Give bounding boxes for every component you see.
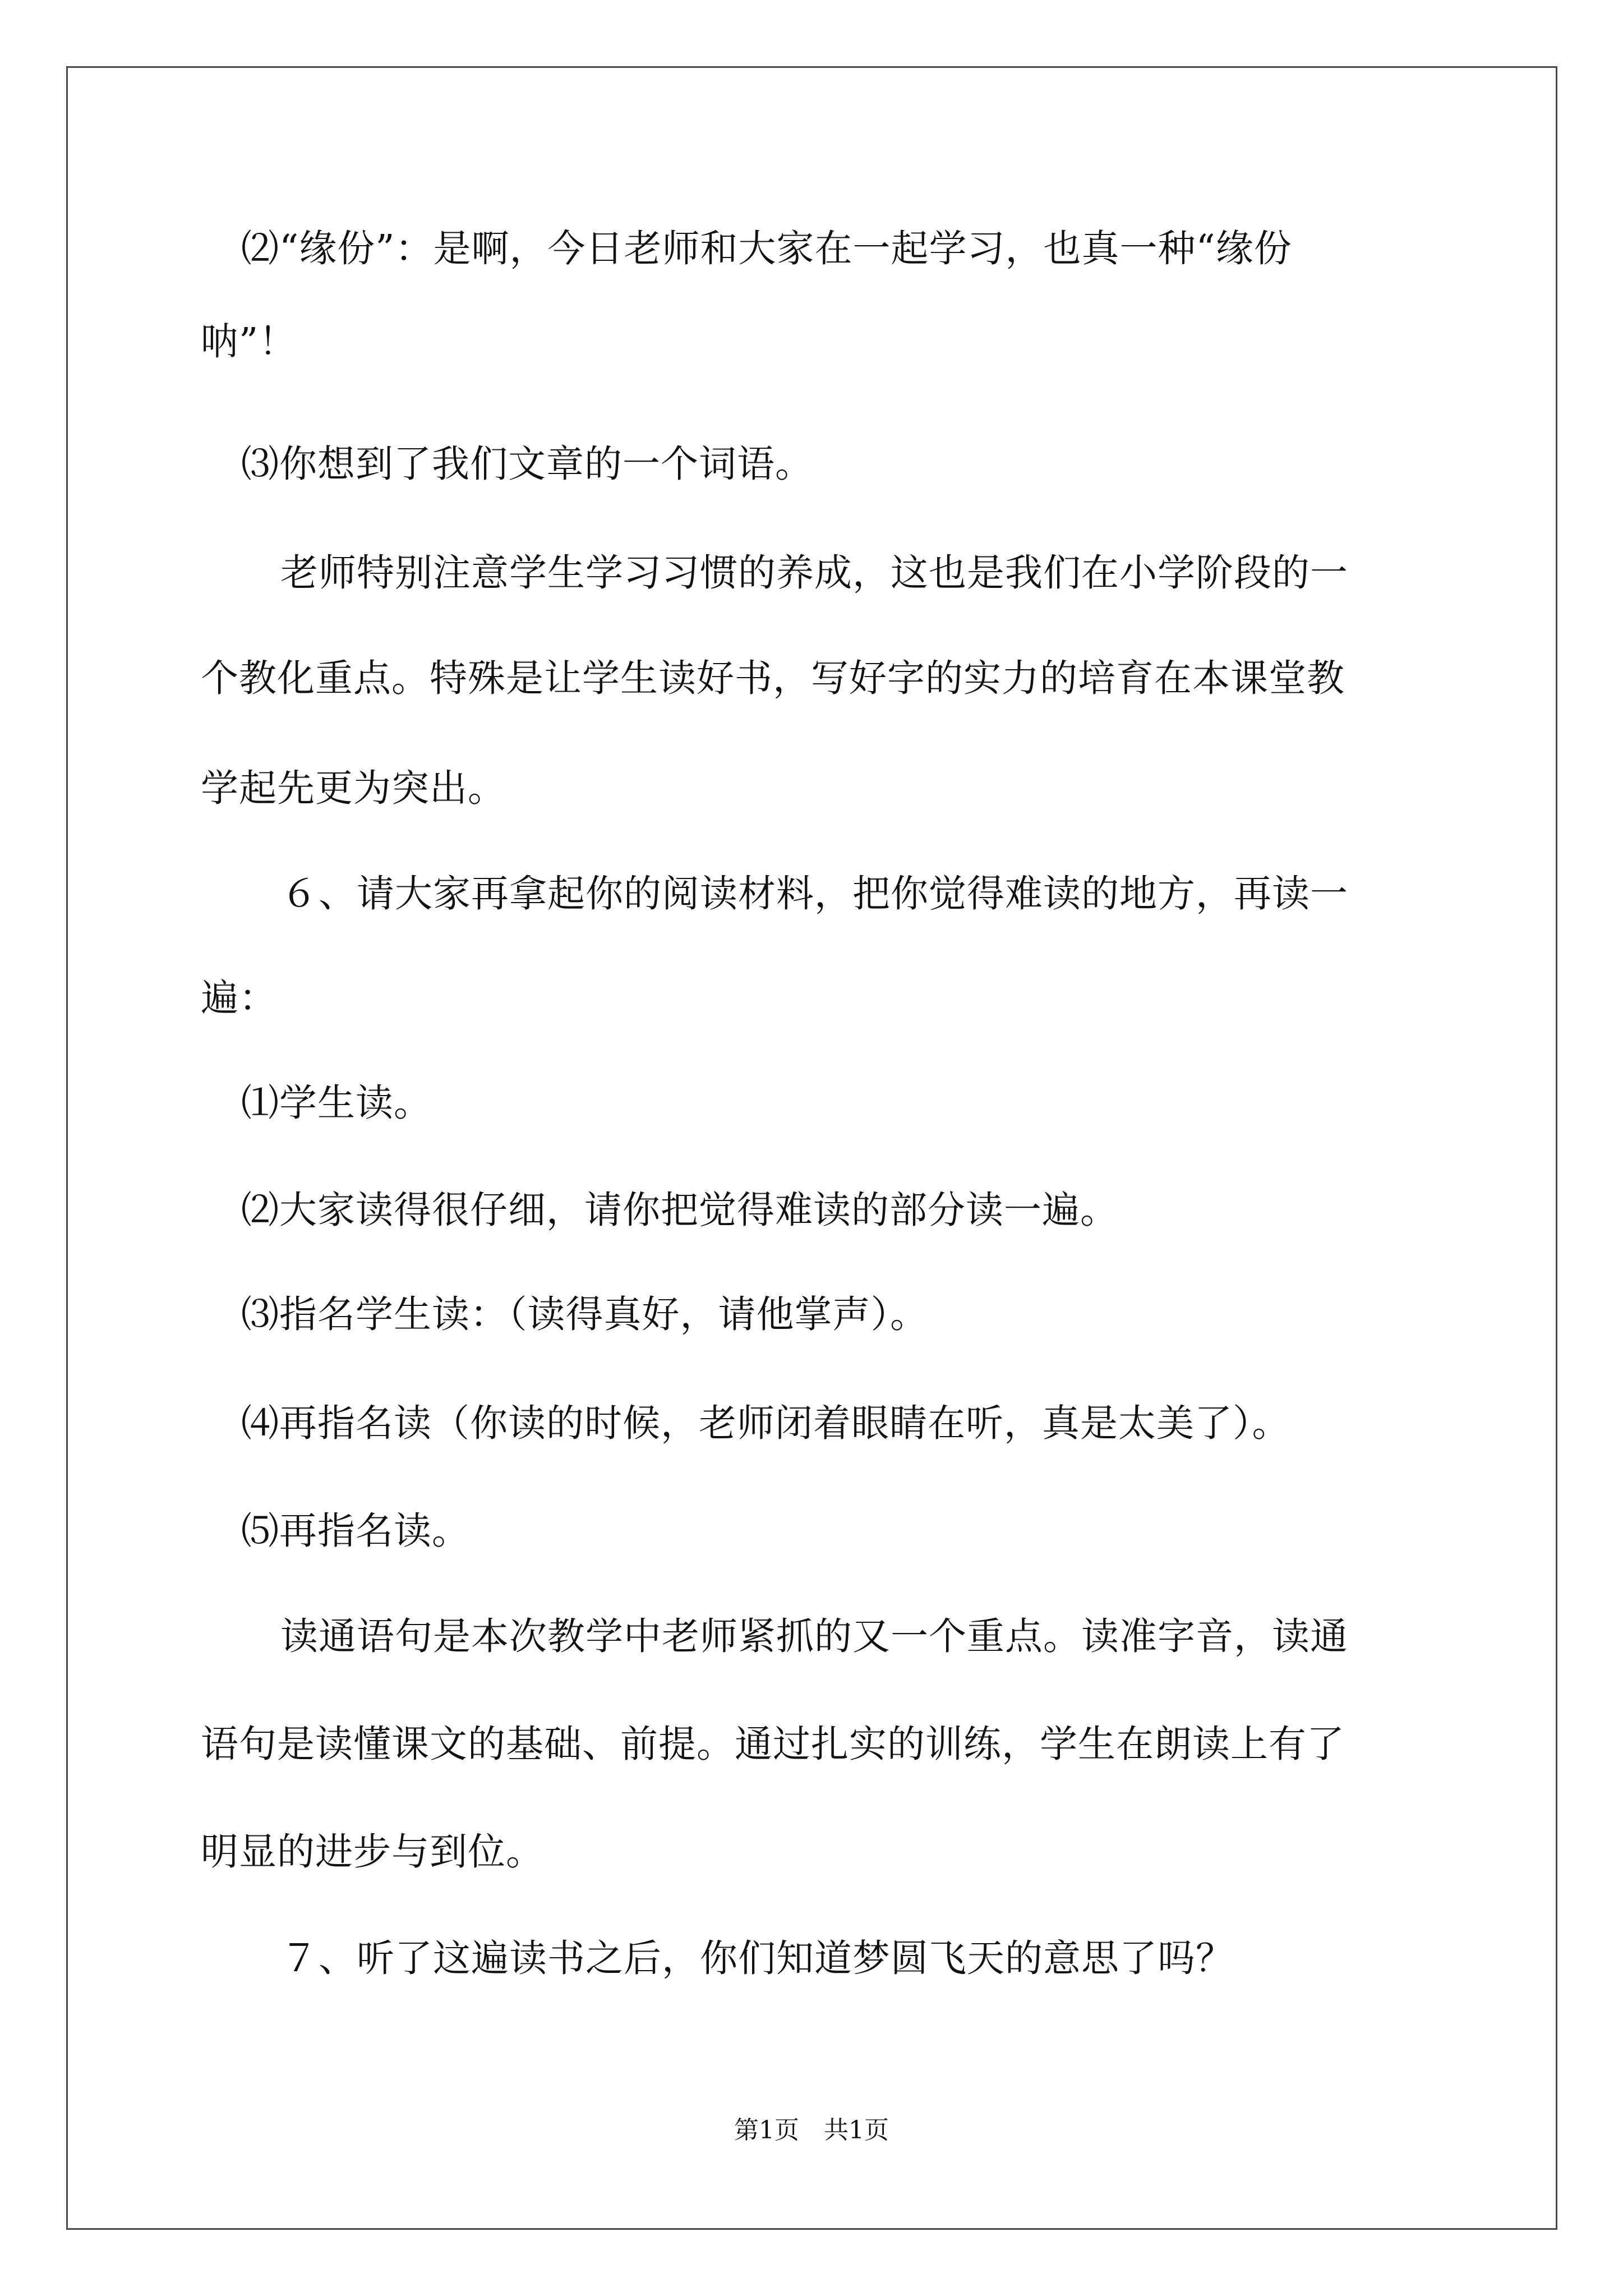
paragraph-line: 语句是读懂课文的基础、前提。通过扎实的训练，学生在朗读上有了 (201, 1722, 1345, 1766)
paragraph-line: ⑵“缘份”：是啊，今日老师和大家在一起学习，也真一种“缘份 (241, 227, 1292, 270)
page-number: 第1页 共1页 (734, 2116, 889, 2145)
paragraph-line: ⑸再指名读。 (241, 1509, 470, 1553)
paragraph-line: ７、听了这遍读书之后，你们知道梦圆飞天的意思了吗？ (280, 1936, 1234, 1980)
page-border (66, 66, 1557, 2230)
paragraph-line: ⑵大家读得很仔细，请你把觉得难读的部分读一遍。 (241, 1188, 1118, 1232)
paragraph-line: 老师特别注意学生学习习惯的养成，这也是我们在小学阶段的一 (280, 551, 1348, 595)
paragraph-line: 明显的进步与到位。 (201, 1830, 544, 1874)
paragraph-line: ⑶指名学生读：（读得真好，请他掌声）。 (241, 1292, 928, 1336)
paragraph-line: ⑷再指名读（你读的时候，老师闭着眼睛在听，真是太美了）。 (241, 1401, 1290, 1445)
paragraph-line: 读通语句是本次教学中老师紧抓的又一个重点。读准字音，读通 (280, 1614, 1348, 1658)
paragraph-line: ⑴学生读。 (241, 1081, 432, 1125)
paragraph-line: 呐”！ (201, 320, 297, 364)
paragraph-line: 遍： (201, 976, 277, 1020)
paragraph-line: 学起先更为突出。 (201, 766, 506, 810)
paragraph-line: ⑶你想到了我们文章的一个词语。 (241, 442, 813, 486)
paragraph-line: ６、请大家再拿起你的阅读材料，把你觉得难读的地方，再读一 (280, 872, 1348, 915)
paragraph-line: 个教化重点。特殊是让学生读好书，写好字的实力的培育在本课堂教 (201, 656, 1345, 700)
